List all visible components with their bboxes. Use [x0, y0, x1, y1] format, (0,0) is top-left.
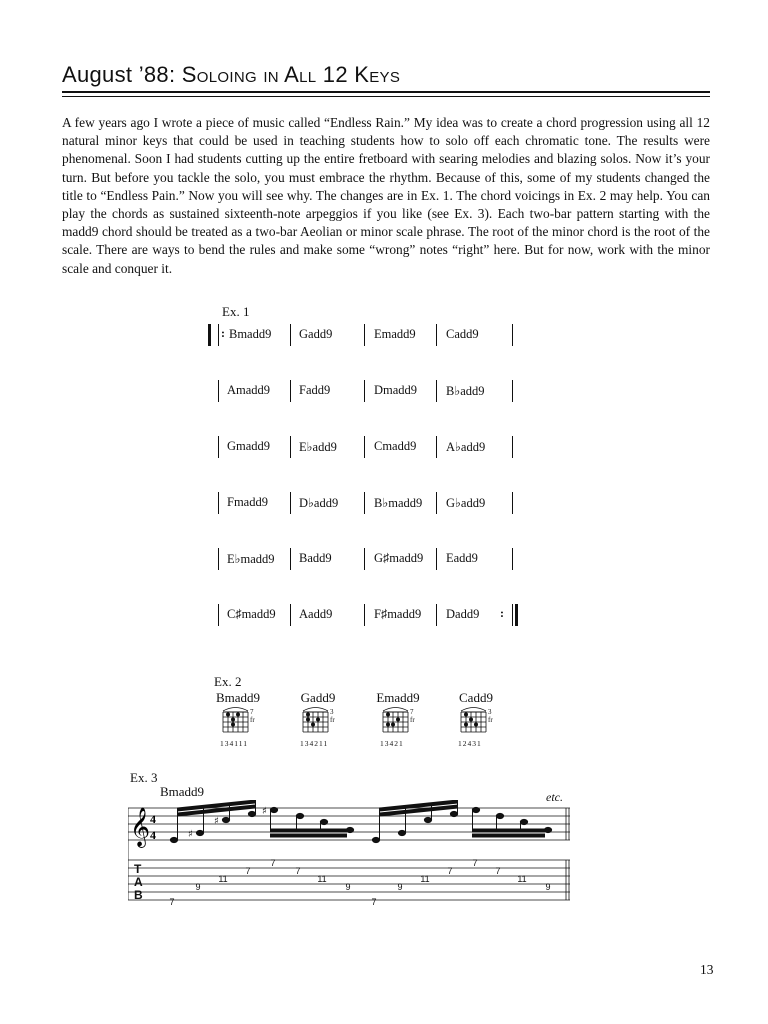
time-sig-bottom: 4: [150, 828, 156, 842]
title-rule-thick: [62, 91, 710, 93]
tab-number: 7: [371, 897, 377, 907]
tab-letter-t: T: [134, 862, 142, 876]
finger-dot: [231, 718, 235, 722]
tab-number: 11: [218, 874, 228, 884]
tab-number: 9: [195, 882, 201, 892]
ex3-label: Ex. 3: [130, 770, 158, 785]
note-group-2: [270, 807, 353, 837]
repeat-end-dots: :: [500, 606, 504, 620]
title-main: Soloing in All 12 Keys: [181, 62, 401, 87]
fretboard-grid: [220, 706, 252, 736]
ex2-label: Ex. 2: [214, 674, 242, 689]
chord-symbol: G♯madd9: [374, 551, 424, 565]
finger-dot: [311, 723, 315, 727]
barline: [512, 604, 513, 626]
chord-symbol: B♭add9: [446, 384, 485, 398]
tab-number: 7: [245, 866, 251, 876]
chord-symbol: Dmadd9: [374, 383, 418, 397]
barline: [364, 324, 365, 346]
chord-symbol: F♯madd9: [374, 607, 422, 621]
chord-diagram-name: Bmadd9: [215, 690, 261, 705]
chord-diagram-name: Gadd9: [300, 690, 336, 705]
chord-row: [212, 380, 522, 402]
barline: [512, 436, 513, 458]
fret-number: 7 fr: [250, 708, 255, 724]
tab-letter-a: A: [134, 875, 143, 889]
barline: [364, 604, 365, 626]
barline: [290, 604, 291, 626]
chord-symbol: Aadd9: [299, 607, 333, 621]
barline: [364, 436, 365, 458]
barline: [364, 548, 365, 570]
barline: [290, 436, 291, 458]
tab-number: 9: [397, 882, 403, 892]
tab-number: 7: [472, 858, 478, 868]
fingering-numbers: 13421: [380, 739, 404, 748]
ex3-chord: Bmadd9: [160, 784, 205, 799]
tab-number: 9: [545, 882, 551, 892]
chord-symbol: Gadd9: [299, 327, 333, 341]
tab-letter-b: B: [134, 888, 143, 902]
tab-number: 11: [317, 874, 327, 884]
finger-dot: [226, 713, 230, 717]
tab-number: 7: [295, 866, 301, 876]
fret-number: 7 fr: [410, 708, 415, 724]
chord-symbol: B♭madd9: [374, 496, 423, 510]
body-paragraph: A few years ago I wrote a piece of music called “Endless Rain.” My idea was to create a chord progression using all 12 natural minor keys that could be used in teaching students how to solo off each chromatic tone. The results were phenomenal. Soon I had students cutting up the entire fretboard with searing melodies and blazing solos. Now it’s your turn. But before you tackle the solo, you must embrace the rhythm. Because of this, some of my students changed the title to “Endless Pain.” Now you will see why. The changes are in Ex. 1. The chord voicings in Ex. 2 may help. You can play the chords as sustained sixteenth-note arpeggios if you like (see Ex. 3). Each two-bar pattern starting with the madd9 chord should be treated as a two-bar Aeolian or minor scale phrase. The root of the minor chord is the root of the scale. There are ways to bend the rules and make some “wrong” notes “right” here. But for now, work with the minor scale and conquer it.: [62, 115, 710, 276]
finger-dot: [386, 713, 390, 717]
barline: [218, 324, 219, 346]
fingering-numbers: 134111: [220, 739, 248, 748]
fretboard-grid: [300, 706, 332, 736]
finger-dot: [306, 713, 310, 717]
barline: [218, 380, 219, 402]
sharp-icon: ♯: [214, 816, 219, 827]
note-group-3: [372, 800, 457, 843]
barline: [512, 324, 513, 346]
chord-symbol: G♭add9: [446, 496, 486, 510]
barline: [512, 548, 513, 570]
finger-dot: [386, 723, 390, 727]
finger-dot: [236, 713, 240, 717]
page-number: 13: [700, 962, 714, 977]
barline: [290, 492, 291, 514]
barline: [436, 492, 437, 514]
barline: [218, 548, 219, 570]
etc-marking: etc.: [546, 790, 563, 804]
sharp-icon: ♯: [188, 829, 193, 840]
fret-number: 3 fr: [330, 708, 335, 724]
tab-number: 9: [345, 882, 351, 892]
repeat-end-barline: [515, 604, 518, 626]
barline: [218, 604, 219, 626]
chord-symbol: Bmadd9: [229, 327, 272, 341]
chord-symbol: Gmadd9: [227, 439, 271, 453]
barline: [290, 380, 291, 402]
finger-dot: [474, 723, 478, 727]
chord-symbol: D♭add9: [299, 496, 339, 510]
tab-number: 7: [447, 866, 453, 876]
page-title: [62, 62, 400, 88]
chord-row: [212, 548, 522, 570]
chord-symbol: Eadd9: [446, 551, 478, 565]
note-group-1: [170, 800, 255, 843]
barline: [290, 324, 291, 346]
barline: [218, 492, 219, 514]
title-prefix: August ’88:: [62, 62, 182, 87]
tab-number: 7: [495, 866, 501, 876]
tab-number: 7: [169, 897, 175, 907]
fret-number: 3 fr: [488, 708, 493, 724]
chord-symbol: Badd9: [299, 551, 332, 565]
notation-staff: [128, 800, 570, 908]
chord-symbol: A♭add9: [446, 440, 486, 454]
barline: [436, 548, 437, 570]
chord-row: [212, 492, 522, 514]
treble-clef-icon: 𝄞: [130, 807, 151, 847]
chord-symbol: E♭madd9: [227, 552, 275, 566]
chord-symbol: Dadd9: [446, 607, 480, 621]
finger-dot: [469, 718, 473, 722]
chord-symbol: Emadd9: [374, 327, 416, 341]
barline: [436, 380, 437, 402]
chord-row: [212, 604, 522, 626]
chord-diagram-name: Cadd9: [459, 690, 493, 705]
finger-dot: [396, 718, 400, 722]
finger-dot: [464, 713, 468, 717]
fingering-numbers: 134211: [300, 739, 329, 748]
barline: [436, 324, 437, 346]
fretboard-grid: [458, 706, 490, 736]
barline: [436, 436, 437, 458]
tab-number: 7: [270, 858, 276, 868]
finger-dot: [464, 723, 468, 727]
barline: [436, 604, 437, 626]
barline: [218, 436, 219, 458]
chord-symbol: C♯madd9: [227, 607, 276, 621]
repeat-start-barline: [208, 324, 211, 346]
sharp-icon: ♯: [262, 806, 267, 817]
chord-symbol: E♭add9: [299, 440, 337, 454]
chord-symbol: Amadd9: [227, 383, 271, 397]
finger-dot: [306, 718, 310, 722]
barline: [512, 492, 513, 514]
barline: [364, 492, 365, 514]
note-group-4: [472, 807, 551, 837]
chord-symbol: Cadd9: [446, 327, 479, 341]
chord-row: [212, 324, 522, 346]
time-sig-top: 4: [150, 812, 156, 826]
chord-symbol: Cmadd9: [374, 439, 417, 453]
tab-number: 11: [420, 874, 430, 884]
barline: [364, 380, 365, 402]
fretboard-grid: [380, 706, 412, 736]
repeat-start-dots: :: [221, 326, 225, 340]
finger-dot: [231, 723, 235, 727]
ex1-label: Ex. 1: [222, 304, 250, 319]
chord-row: [212, 436, 522, 458]
tab-number: 11: [517, 874, 527, 884]
chord-diagram-name: Emadd9: [376, 690, 420, 705]
chord-symbol: Fmadd9: [227, 495, 268, 509]
chord-symbol: Fadd9: [299, 383, 331, 397]
barline: [290, 548, 291, 570]
finger-dot: [316, 718, 320, 722]
fingering-numbers: 12431: [458, 739, 482, 748]
title-rule-thin: [62, 96, 710, 97]
barline: [512, 380, 513, 402]
finger-dot: [391, 723, 395, 727]
